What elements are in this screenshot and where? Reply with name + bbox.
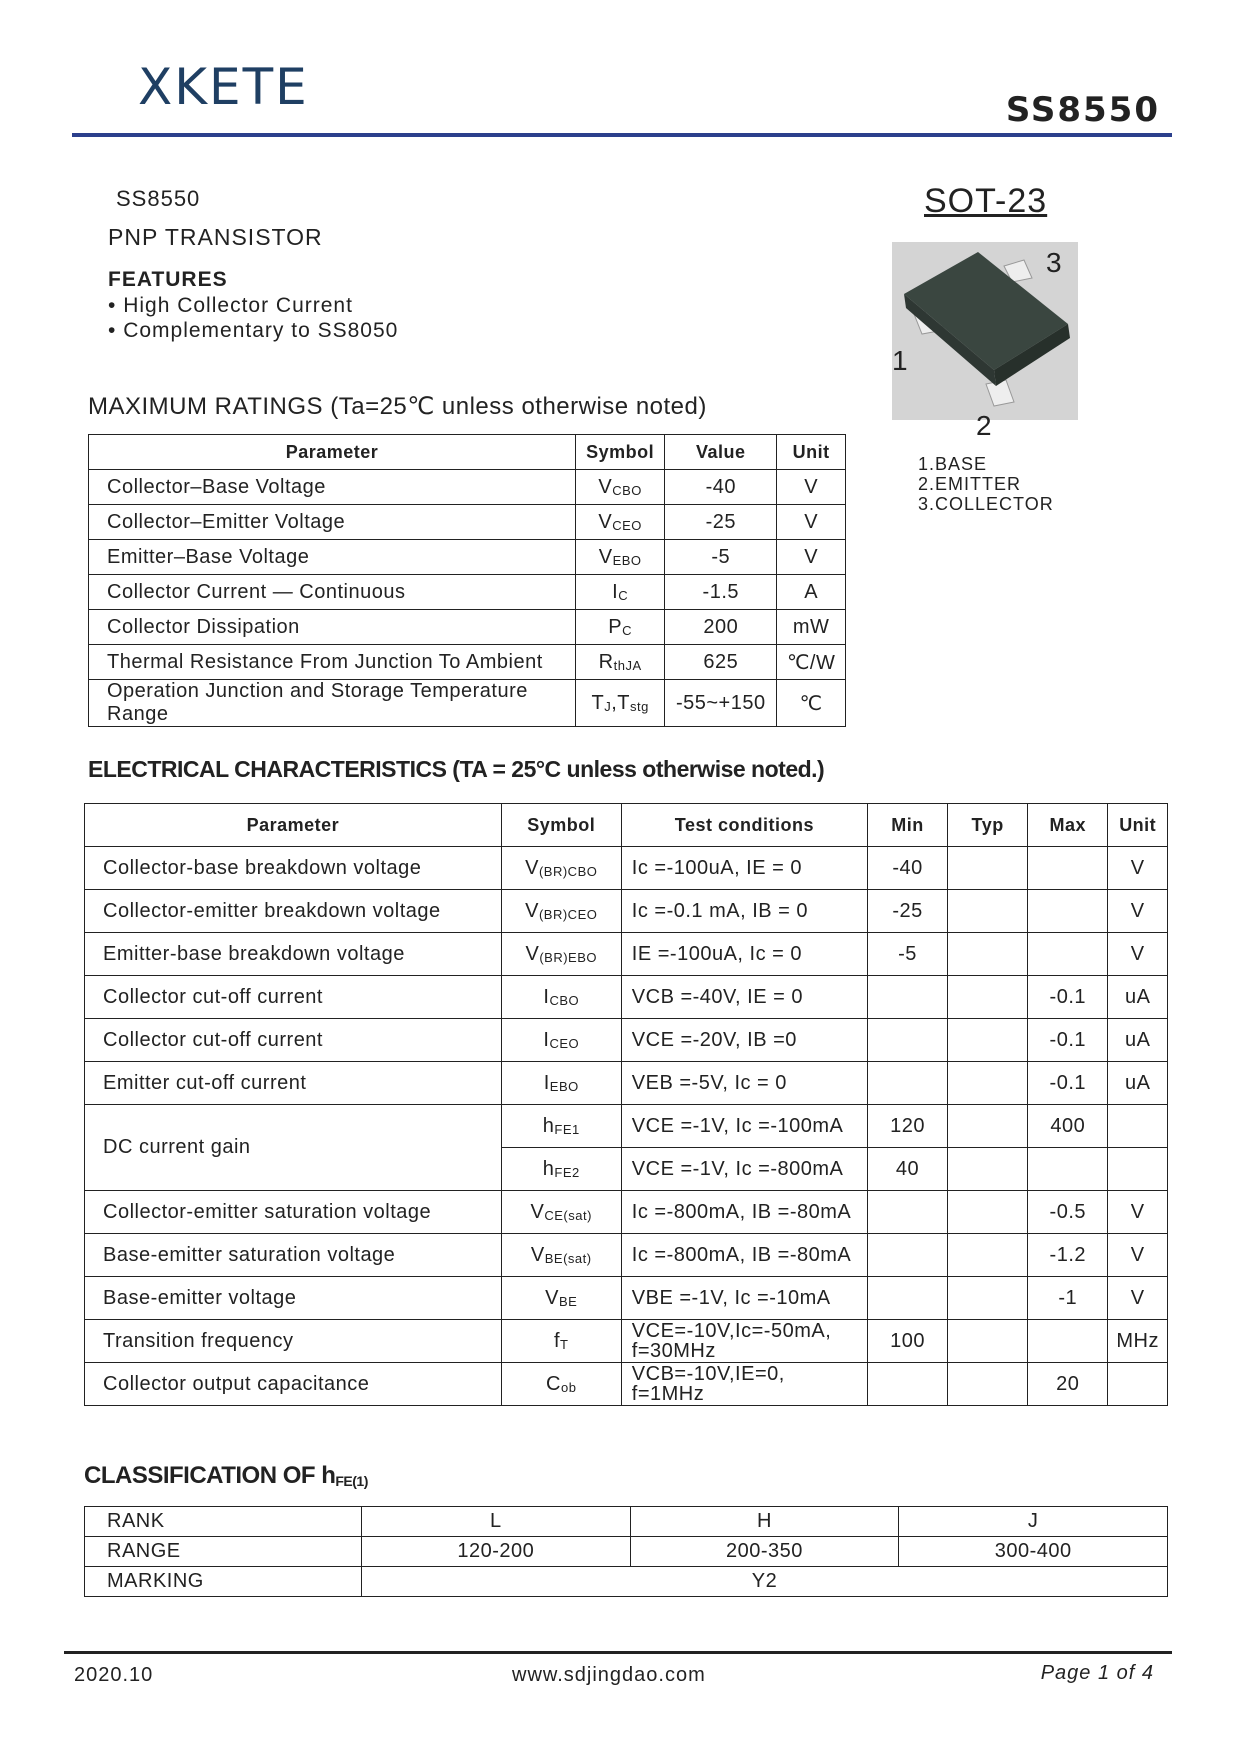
parameter-cell: Collector–Base Voltage (89, 470, 576, 505)
max-cell: -1.2 (1028, 1234, 1108, 1277)
unit-cell: V (1108, 890, 1168, 933)
rank-label: RANK (85, 1507, 362, 1537)
max-cell (1028, 1148, 1108, 1191)
table-row (85, 1105, 1168, 1148)
max-ratings-table (88, 434, 846, 727)
parameter-cell: Emitter cut-off current (85, 1062, 502, 1105)
footer-date: 2020.10 (74, 1664, 154, 1686)
header-parameter: Parameter (89, 435, 576, 470)
range-cell: 300-400 (899, 1537, 1168, 1567)
typ-cell (948, 1320, 1028, 1363)
max-cell: 20 (1028, 1363, 1108, 1406)
table-row (85, 1320, 1168, 1363)
min-cell (867, 976, 947, 1019)
max-ratings-body (89, 470, 846, 727)
symbol-cell: $f_T$ (501, 1320, 621, 1363)
header-typ: Typ (948, 804, 1028, 847)
header-symbol: Symbol (576, 435, 665, 470)
symbol-cell: $V_{CBO}$ (576, 470, 665, 505)
rank-cell: J (899, 1507, 1168, 1537)
symbol-cell: $V_{CE(sat)}$ (501, 1191, 621, 1234)
unit-cell (1108, 1148, 1168, 1191)
typ-cell (948, 1191, 1028, 1234)
typ-cell (948, 1105, 1028, 1148)
value-cell: -25 (665, 505, 777, 540)
condition-cell: IE =-100uA, Ic = 0 (621, 933, 867, 976)
min-cell (867, 1062, 947, 1105)
max-cell (1028, 1320, 1108, 1363)
parameter-cell: Collector cut-off current (85, 976, 502, 1019)
condition-cell: VBE =-1V, Ic =-10mA (621, 1277, 867, 1320)
table-row (89, 505, 846, 540)
electrical-table (84, 803, 1168, 1406)
table-row (89, 575, 846, 610)
unit-cell: V (777, 505, 846, 540)
max-ratings-title: MAXIMUM RATINGS (Ta=25℃ unless otherwise noted) (88, 393, 707, 420)
table-row (85, 1062, 1168, 1105)
unit-cell: V (1108, 933, 1168, 976)
max-cell: -1 (1028, 1277, 1108, 1320)
symbol-cell: $V_{BE}$ (501, 1277, 621, 1320)
typ-cell (948, 1062, 1028, 1105)
symbol-cell: $V_{BE(sat)}$ (501, 1234, 621, 1277)
min-cell: 40 (867, 1148, 947, 1191)
condition-cell: VCB =-40V, IE = 0 (621, 976, 867, 1019)
condition-cell: VEB =-5V, Ic = 0 (621, 1062, 867, 1105)
parameter-cell: DC current gain (85, 1105, 502, 1191)
condition-cell: Ic =-800mA, IB =-80mA (621, 1234, 867, 1277)
min-cell (867, 1191, 947, 1234)
condition-cell: VCE =-20V, IB =0 (621, 1019, 867, 1062)
unit-cell: V (1108, 1277, 1168, 1320)
symbol-cell: $V_{(BR)CEO}$ (501, 890, 621, 933)
part-subtitle: SS8550 (116, 186, 201, 211)
symbol-cell: $I_{EBO}$ (501, 1062, 621, 1105)
unit-cell: V (1108, 1234, 1168, 1277)
table-row (89, 540, 846, 575)
max-cell (1028, 933, 1108, 976)
max-cell (1028, 890, 1108, 933)
min-cell (867, 1234, 947, 1277)
value-cell: -55~+150 (665, 680, 777, 727)
electrical-body (85, 847, 1168, 1406)
feature-item: • Complementary to SS8050 (108, 318, 398, 343)
table-row (85, 976, 1168, 1019)
pin-collector: 3.COLLECTOR (918, 494, 1054, 514)
symbol-cell: $T_J,T_{stg}$ (576, 680, 665, 727)
symbol-cell: $I_{CEO}$ (501, 1019, 621, 1062)
header-symbol: Symbol (501, 804, 621, 847)
table-row (85, 1019, 1168, 1062)
unit-cell (1108, 1363, 1168, 1406)
header-parameter: Parameter (85, 804, 502, 847)
sot23-package-icon (892, 242, 1078, 420)
unit-cell: A (777, 575, 846, 610)
feature-item: • High Collector Current (108, 293, 398, 318)
parameter-cell: Collector-emitter saturation voltage (85, 1191, 502, 1234)
pin-2-label: 2 (976, 410, 992, 441)
condition-cell: VCB=-10V,IE=0, f=1MHz (621, 1363, 867, 1406)
pin-list (918, 454, 1054, 514)
min-cell (867, 1019, 947, 1062)
table-row (89, 610, 846, 645)
min-cell: -5 (867, 933, 947, 976)
table-row (85, 847, 1168, 890)
symbol-cell: $C_{ob}$ (501, 1363, 621, 1406)
table-row (85, 1191, 1168, 1234)
parameter-cell: Collector output capacitance (85, 1363, 502, 1406)
parameter-cell: Collector cut-off current (85, 1019, 502, 1062)
range-cell: 120-200 (362, 1537, 631, 1567)
range-row (85, 1537, 1168, 1567)
min-cell: -25 (867, 890, 947, 933)
pin-emitter: 2.EMITTER (918, 474, 1022, 494)
parameter-cell: Base-emitter saturation voltage (85, 1234, 502, 1277)
max-cell: -0.5 (1028, 1191, 1108, 1234)
condition-cell: VCE =-1V, Ic =-800mA (621, 1148, 867, 1191)
package-title: SOT-23 (924, 182, 1048, 220)
unit-cell: ℃ (777, 680, 846, 727)
header-test-conditions: Test conditions (621, 804, 867, 847)
unit-cell: V (777, 540, 846, 575)
unit-cell: ℃/W (777, 645, 846, 680)
footer-page-number: Page 1 of 4 (1040, 1662, 1154, 1684)
value-cell: 200 (665, 610, 777, 645)
table-row (85, 1234, 1168, 1277)
unit-cell: uA (1108, 1062, 1168, 1105)
table-row (89, 680, 846, 727)
condition-cell: Ic =-100uA, IE = 0 (621, 847, 867, 890)
features-list (108, 293, 398, 343)
condition-cell: Ic =-800mA, IB =-80mA (621, 1191, 867, 1234)
table-row (85, 1363, 1168, 1406)
unit-cell: uA (1108, 976, 1168, 1019)
parameter-cell: Collector Dissipation (89, 610, 576, 645)
package-image (892, 242, 1078, 441)
unit-cell: V (777, 470, 846, 505)
max-cell: -0.1 (1028, 1062, 1108, 1105)
min-cell (867, 1363, 947, 1406)
range-label: RANGE (85, 1537, 362, 1567)
symbol-cell: $V_{(BR)CBO}$ (501, 847, 621, 890)
pin-base: 1.BASE (918, 454, 988, 474)
features-title: FEATURES (108, 268, 228, 291)
rank-row (85, 1507, 1168, 1537)
unit-cell: MHz (1108, 1320, 1168, 1363)
parameter-cell: Thermal Resistance From Junction To Ambient (89, 645, 576, 680)
parameter-cell: Collector-emitter breakdown voltage (85, 890, 502, 933)
typ-cell (948, 847, 1028, 890)
typ-cell (948, 1277, 1028, 1320)
parameter-cell: Emitter-base breakdown voltage (85, 933, 502, 976)
symbol-cell: $h_{FE2}$ (501, 1148, 621, 1191)
max-cell (1028, 847, 1108, 890)
unit-cell: V (1108, 847, 1168, 890)
symbol-cell: $V_{(BR)EBO}$ (501, 933, 621, 976)
rank-cell: H (630, 1507, 899, 1537)
table-row (89, 470, 846, 505)
table-row (85, 890, 1168, 933)
max-cell: 400 (1028, 1105, 1108, 1148)
classification-table (84, 1506, 1168, 1597)
symbol-cell: $h_{FE1}$ (501, 1105, 621, 1148)
header-unit: Unit (777, 435, 846, 470)
unit-cell: V (1108, 1191, 1168, 1234)
typ-cell (948, 933, 1028, 976)
unit-cell: mW (777, 610, 846, 645)
footer-divider (64, 1651, 1172, 1654)
symbol-cell: $I_C$ (576, 575, 665, 610)
rank-cell: L (362, 1507, 631, 1537)
min-cell: 120 (867, 1105, 947, 1148)
classification-title: CLASSIFICATION OF $h_{FE(1)}$ (84, 1462, 368, 1489)
header-max: Max (1028, 804, 1108, 847)
typ-cell (948, 976, 1028, 1019)
value-cell: -5 (665, 540, 777, 575)
max-cell: -0.1 (1028, 1019, 1108, 1062)
table-row (89, 645, 846, 680)
typ-cell (948, 1019, 1028, 1062)
min-cell: -40 (867, 847, 947, 890)
header-value: Value (665, 435, 777, 470)
unit-cell (1108, 1105, 1168, 1148)
range-cell: 200-350 (630, 1537, 899, 1567)
symbol-cell: $I_{CBO}$ (501, 976, 621, 1019)
marking-row (85, 1567, 1168, 1597)
transistor-type: PNP TRANSISTOR (108, 224, 323, 250)
typ-cell (948, 1148, 1028, 1191)
header-min: Min (867, 804, 947, 847)
parameter-cell: Emitter–Base Voltage (89, 540, 576, 575)
parameter-cell: Collector-base breakdown voltage (85, 847, 502, 890)
header-part-number: SS8550 (1005, 90, 1160, 130)
pin-1-label: 1 (892, 345, 908, 376)
parameter-cell: Operation Junction and Storage Temperature Range (89, 680, 576, 727)
min-cell (867, 1277, 947, 1320)
parameter-cell: Collector Current — Continuous (89, 575, 576, 610)
typ-cell (948, 1234, 1028, 1277)
value-cell: -1.5 (665, 575, 777, 610)
marking-cell: Y2 (362, 1567, 1168, 1597)
min-cell: 100 (867, 1320, 947, 1363)
condition-cell: Ic =-0.1 mA, IB = 0 (621, 890, 867, 933)
condition-cell: VCE=-10V,Ic=-50mA, f=30MHz (621, 1320, 867, 1363)
typ-cell (948, 890, 1028, 933)
value-cell: -40 (665, 470, 777, 505)
footer-url: www.sdjingdao.com (512, 1664, 706, 1686)
marking-label: MARKING (85, 1567, 362, 1597)
symbol-cell: $R_{thJA}$ (576, 645, 665, 680)
value-cell: 625 (665, 645, 777, 680)
typ-cell (948, 1363, 1028, 1406)
header-unit: Unit (1108, 804, 1168, 847)
symbol-cell: $P_C$ (576, 610, 665, 645)
symbol-cell: $V_{CEO}$ (576, 505, 665, 540)
header-divider (72, 133, 1172, 137)
parameter-cell: Collector–Emitter Voltage (89, 505, 576, 540)
brand-logo: XKETE (138, 58, 309, 116)
pin-3-label: 3 (1046, 247, 1062, 278)
unit-cell: uA (1108, 1019, 1168, 1062)
symbol-cell: $V_{EBO}$ (576, 540, 665, 575)
table-row (85, 1277, 1168, 1320)
condition-cell: VCE =-1V, Ic =-100mA (621, 1105, 867, 1148)
parameter-cell: Base-emitter voltage (85, 1277, 502, 1320)
max-cell: -0.1 (1028, 976, 1108, 1019)
table-row (85, 933, 1168, 976)
parameter-cell: Transition frequency (85, 1320, 502, 1363)
electrical-title: ELECTRICAL CHARACTERISTICS (TA = 25°C unless otherwise noted.) (88, 756, 825, 782)
